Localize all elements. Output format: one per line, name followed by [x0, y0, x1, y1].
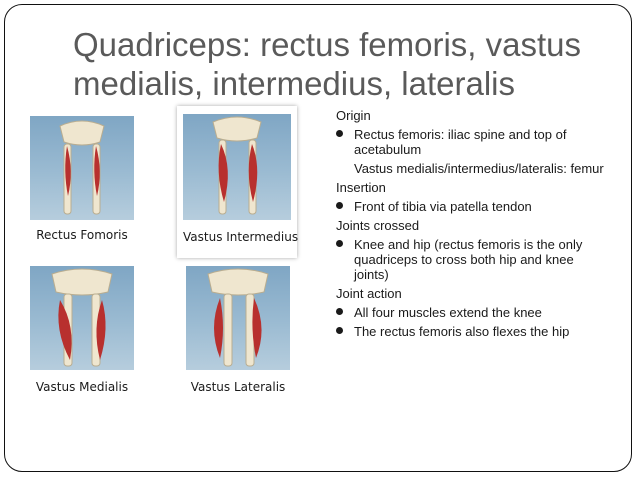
vastus-intermedius-illustration [183, 114, 291, 220]
caption-vastus-intermedius: Vastus Intermedius [183, 230, 299, 244]
rectus-femoris-illustration [30, 116, 134, 220]
action-item [336, 305, 604, 320]
action-item-text: All four muscles extend the knee [354, 305, 542, 320]
joints-item-text: Knee and hip (rectus femoris is the only quadriceps to cross both hip and knee joints) [354, 237, 583, 282]
caption-rectus-femoris: Rectus Fomoris [36, 228, 128, 242]
bullet-icon [336, 202, 343, 209]
action-item [336, 324, 604, 339]
figure-rectus-femoris [30, 116, 134, 248]
vastus-lateralis-illustration [186, 266, 290, 370]
origin-item [336, 127, 604, 157]
insertion-item [336, 199, 604, 214]
action-heading: Joint action [336, 286, 402, 301]
origin-continuation: Vastus medialis/intermedius/lateralis: femur [354, 161, 604, 176]
vastus-medialis-illustration [30, 266, 134, 370]
origin-item-text: Rectus femoris: iliac spine and top of acetabulum [354, 127, 567, 157]
content-text [336, 108, 604, 343]
figure-vastus-lateralis [186, 266, 290, 396]
figure-vastus-intermedius [183, 114, 299, 252]
joints-heading: Joints crossed [336, 218, 420, 233]
slide-title: Quadriceps: rectus femoris, vastus medialis, intermedius, lateralis [73, 26, 582, 102]
joints-item [336, 237, 604, 282]
bullet-icon [336, 327, 343, 334]
figure-vastus-medialis [30, 266, 134, 396]
bullet-icon [336, 308, 343, 315]
action-item-text: The rectus femoris also flexes the hip [354, 324, 570, 339]
caption-vastus-lateralis: Vastus Lateralis [190, 380, 286, 394]
bullet-icon [336, 130, 343, 137]
insertion-heading: Insertion [336, 180, 386, 195]
origin-heading: Origin [336, 108, 371, 123]
bullet-icon [336, 240, 343, 247]
caption-vastus-medialis: Vastus Medialis [35, 380, 129, 394]
insertion-item-text: Front of tibia via patella tendon [354, 199, 532, 214]
